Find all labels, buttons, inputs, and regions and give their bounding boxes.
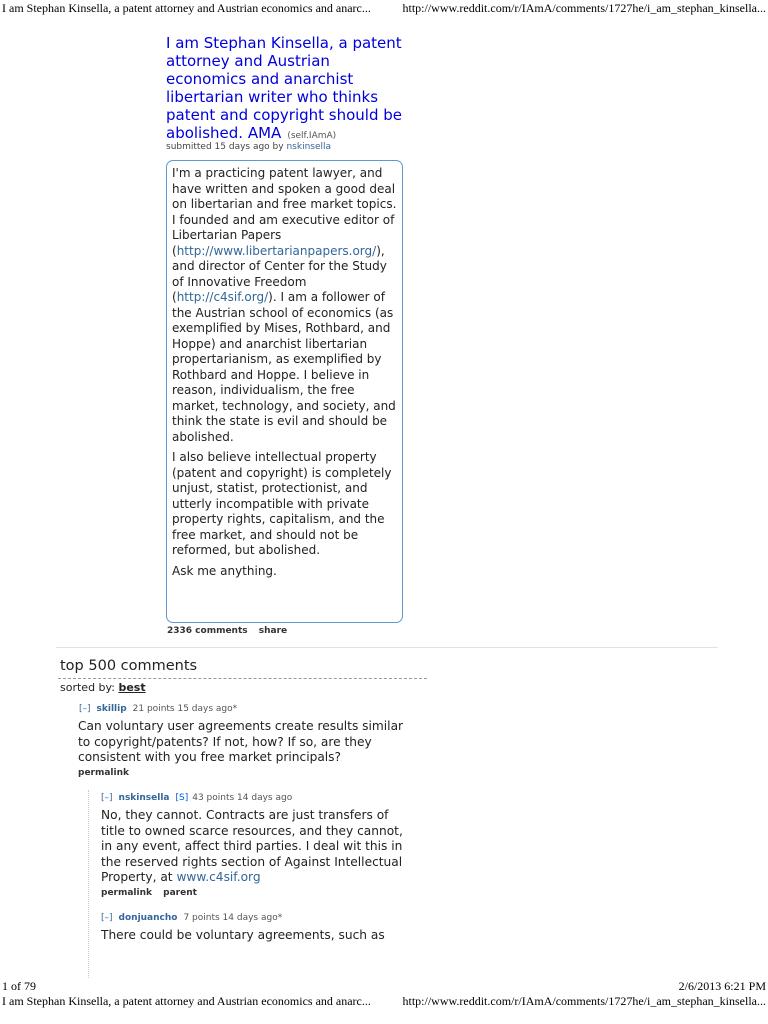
comment-body: There could be voluntary agreements, such as [101, 928, 385, 942]
print-header [0, 1, 768, 17]
comment-body: Can voluntary user agreements create results similar to copyright/patents? If not, how? If so, are they consistent with you free market principals? [78, 719, 404, 764]
post-domain[interactable]: (self.IAmA) [287, 131, 337, 141]
post-tagline [166, 142, 331, 152]
comment-author-link[interactable]: nskinsella [118, 793, 170, 803]
print-footer-title: I am Stephan Kinsella, a patent attorney and Austrian economics and anarc... [2, 994, 371, 1008]
comment-tagline [79, 704, 418, 714]
print-footer-url: http://www.reddit.com/r/IAmA/comments/1727he/i_am_stephan_kinsella... [402, 994, 766, 1008]
post-author-link[interactable]: nskinsella [286, 142, 332, 152]
print-header-title: I am Stephan Kinsella, a patent attorney and Austrian economics and anarc... [2, 1, 371, 15]
comments-count-link[interactable]: 2336 comments [167, 626, 248, 636]
libertarian-papers-link[interactable]: http://www.libertarianpapers.org/ [176, 243, 377, 258]
selftext-p1-part-b: ), and director of Center for the Study of Innovative Freedom ( [172, 243, 387, 304]
selftext-p1-part-a: I'm a practicing patent lawyer, and have written and spoken a good deal on libertarian and free market topics. I founded and am executive editor of Libertarian Papers ( [172, 166, 397, 258]
parent-button[interactable]: parent [163, 887, 197, 898]
collapse-toggle[interactable]: [–] [101, 913, 113, 923]
page-number: 1 of 79 [2, 979, 36, 993]
sort-dropdown[interactable]: best [118, 681, 146, 694]
comment-buttons [101, 888, 416, 898]
submitter-badge[interactable]: [S] [175, 793, 189, 803]
comment-buttons [78, 768, 418, 778]
comment [101, 913, 416, 944]
section-divider [56, 647, 718, 648]
print-footer-page [0, 979, 768, 995]
selftext-paragraph-2: I also believe intellectual property (patent and copyright) is completely unjust, statist, protectionist, and utterly incompatible with private property rights, capitalism, and the free market, and should not be reformed, but abolished. [172, 450, 392, 557]
comment-author-link[interactable]: donjuancho [118, 913, 178, 923]
collapse-toggle[interactable]: [–] [101, 793, 113, 803]
panel-dashline [58, 678, 427, 679]
print-footer [0, 994, 768, 1010]
sorted-by-label: sorted by: [60, 681, 115, 694]
permalink-button[interactable]: permalink [101, 887, 152, 898]
permalink-button[interactable]: permalink [78, 767, 129, 778]
post-selftext [166, 160, 403, 623]
comment [101, 793, 416, 898]
selftext-paragraph-1 [172, 166, 399, 445]
comments-panel-title: top 500 comments [60, 658, 198, 674]
comment-score: 21 points 15 days ago* [132, 704, 238, 714]
reddit-page [0, 16, 768, 978]
post-title-block [166, 34, 406, 145]
comment-author-link[interactable]: skillip [96, 704, 127, 714]
selftext-paragraph-3: Ask me anything. [172, 563, 277, 578]
selftext-p1-part-c: ). I am a follower of the Austrian school of economics (as exemplified by Mises, Rothbard, and Hoppe) and anarchist libertarian propertarianism, as exemplified by Rothbard and Hoppe. I believe in reason, individualism, the free market, technology, and society, and think the state is evil and should be abolished. [172, 290, 396, 444]
comment-score: 43 points 14 days ago [192, 793, 293, 803]
sort-control [60, 681, 146, 694]
print-header-url: http://www.reddit.com/r/IAmA/comments/1727he/i_am_stephan_kinsella... [402, 1, 766, 15]
print-datetime: 2/6/2013 6:21 PM [678, 979, 766, 993]
c4sif-link[interactable]: http://c4sif.org/ [176, 290, 269, 304]
comment [78, 704, 418, 778]
comment-tagline [101, 913, 416, 923]
comment-body [101, 808, 416, 886]
comment-tagline [101, 793, 416, 803]
child-thread-line [88, 790, 89, 978]
comment-score: 7 points 14 days ago* [183, 913, 283, 923]
post-buttons [167, 626, 295, 636]
post-title-link[interactable]: I am Stephan Kinsella, a patent attorney and Austrian economics and anarchist libertarian writer who thinks patent and copyright should be abolished. AMA [166, 34, 403, 142]
c4sif-org-link[interactable]: www.c4sif.org [176, 870, 261, 884]
collapse-toggle[interactable]: [–] [79, 704, 91, 714]
comment-body-text: No, they cannot. Contracts are just transfers of title to owned scarce resources, and they cannot, in any event, affect third parties. I deal wit this in the reserved rights section of Against Intellectual Property, at [101, 808, 403, 884]
share-button[interactable]: share [258, 626, 288, 636]
submitted-text: submitted 15 days ago by [166, 142, 284, 152]
